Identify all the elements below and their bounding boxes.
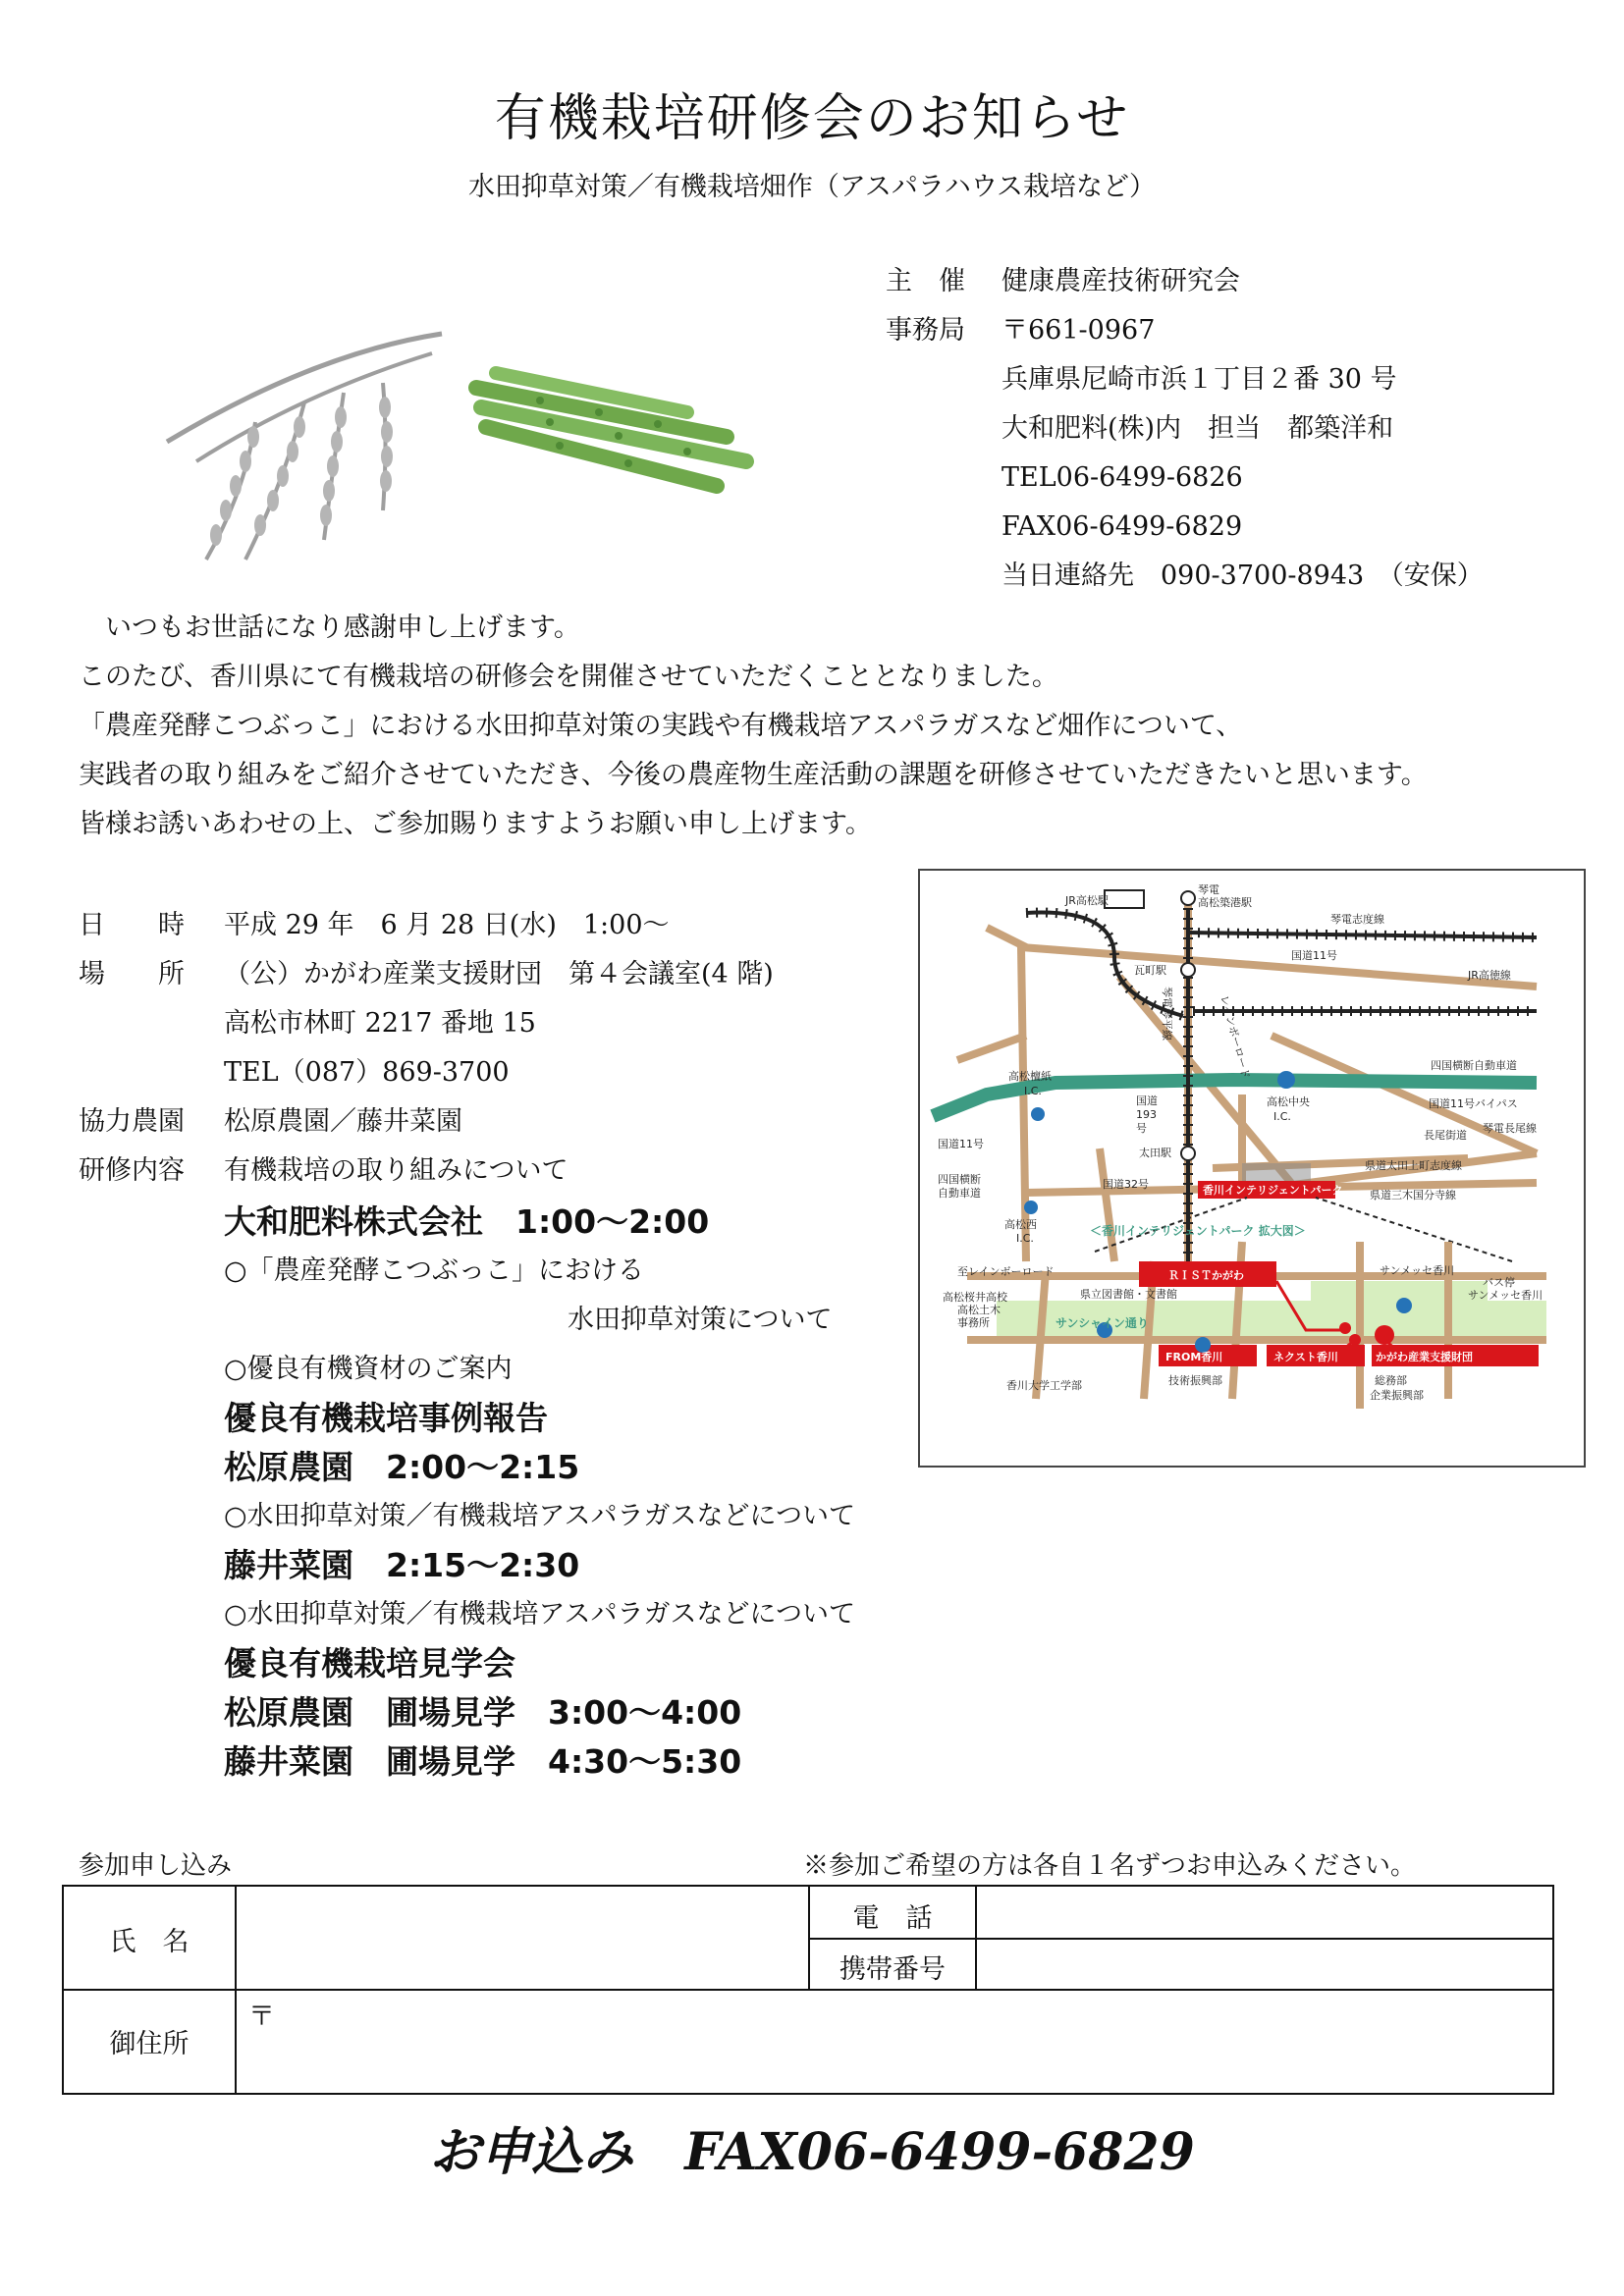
map-label-sunshine: サンシャイン通り <box>1056 1316 1149 1330</box>
map-label: 香川大学工学部 <box>1006 1379 1082 1392</box>
map-label: 高松桜井高校 <box>943 1291 1007 1304</box>
schedule-block <box>0 901 903 1785</box>
place-value: （公）かがわ産業支援財団 第４会議室(4 階) <box>224 959 774 989</box>
map-label: 琴電志度線 <box>1330 913 1384 926</box>
map-label: バス停 <box>1483 1276 1515 1289</box>
intro-line: このたび、香川県にて有機栽培の研修会を開催させていただくこととなりました。 <box>79 662 1058 692</box>
map-label: 193 <box>1136 1108 1157 1121</box>
map-label: 高松土木 <box>957 1304 1001 1316</box>
fax-footer: お申込み FAX06-6499-6829 <box>429 2122 1195 2182</box>
map-label: 国道 <box>1136 1095 1158 1107</box>
content-label: 研修内容 <box>79 1155 185 1186</box>
form-heading: 参加申し込み <box>79 1851 233 1881</box>
intro-line: 「農産発酵こつぶっこ」における水田抑草対策の実践や有機栽培アスパラガスなど畑作について、 <box>79 711 1243 741</box>
map-label: 高松中央 <box>1267 1095 1310 1108</box>
mobile-label: 携帯番号 <box>839 1954 946 1985</box>
page-subtitle: 水田抑草対策／有機栽培畑作（アスパラハウス栽培など） <box>467 172 1157 202</box>
map-label: 国道11号 <box>938 1138 984 1150</box>
kagawa-marker <box>1375 1325 1394 1345</box>
map-label: 瓦町駅 <box>1134 964 1166 977</box>
map-label: I.C. <box>1024 1085 1042 1097</box>
page-title: 有機栽培研修会のお知らせ <box>494 89 1130 148</box>
phone-field[interactable] <box>977 1889 1550 1938</box>
program-visit: 松原農園 圃場見学 3:00～4:00 <box>224 1693 742 1732</box>
office-postal: 〒661-0967 <box>1001 315 1156 346</box>
office-fax: FAX06-6499-6829 <box>1001 511 1243 542</box>
intro-line: 皆様お誘いあわせの上、ご参加賜りますようお願い申し上げます。 <box>79 809 872 839</box>
access-map <box>918 869 1586 1468</box>
map-label-from: FROM香川 <box>1165 1351 1223 1363</box>
kotoden-station-marker <box>1181 891 1195 905</box>
map-label: サンメッセ香川 <box>1468 1289 1543 1302</box>
place-label: 場 所 <box>79 959 185 989</box>
jr-station-marker <box>1105 890 1144 908</box>
map-label: JR高徳線 <box>1468 969 1511 982</box>
application-form <box>62 1885 1554 2095</box>
map-label-kagawa: かがわ産業支援財団 <box>1376 1351 1473 1363</box>
organizer-block <box>886 257 1484 601</box>
map-label-vertical: 琴電琴平線 <box>1161 987 1173 1041</box>
coop-value: 松原農園／藤井菜園 <box>224 1106 462 1137</box>
office-address: 兵庫県尼崎市浜１丁目２番 30 号 <box>1001 364 1397 395</box>
program-item: ○水田抑草対策／有機栽培アスパラガスなどについて <box>224 1599 855 1629</box>
map-label: 国道11号 <box>1291 949 1337 962</box>
map-label: 太田駅 <box>1139 1147 1171 1159</box>
chuo-ic-marker <box>1277 1071 1295 1089</box>
gocho-station-marker <box>1181 963 1195 977</box>
form-note: ※参加ご希望の方は各自１名ずつお申込みください。 <box>803 1851 1417 1881</box>
map-label: I.C. <box>1273 1110 1291 1123</box>
place-tel: TEL（087）869-3700 <box>224 1057 510 1088</box>
program-fujii: 藤井菜園 2:15～2:30 <box>224 1546 580 1584</box>
map-label: 号 <box>1136 1122 1147 1135</box>
program-heading: 優良有機栽培事例報告 <box>224 1399 548 1437</box>
host-value: 健康農産技術研究会 <box>1001 266 1240 296</box>
place-address: 高松市林町 2217 番地 15 <box>224 1008 536 1039</box>
date-label: 日 時 <box>79 910 185 940</box>
map-label: I.C. <box>1016 1232 1034 1245</box>
intro-line: 実践者の取り組みをご紹介させていただき、今後の農産物生産活動の課題を研修させていただきたいと思います。 <box>79 760 1428 790</box>
map-label: 長尾街道 <box>1424 1129 1467 1142</box>
map-label: 琴電長尾線 <box>1483 1122 1537 1135</box>
map-label: 企業振興部 <box>1370 1389 1424 1402</box>
program-item: ○「農産発酵こつぶっこ」における <box>224 1255 645 1286</box>
date-value: 平成 29 年 6 月 28 日(水) 1:00～ <box>224 910 670 940</box>
map-label-next: ネクスト香川 <box>1273 1351 1338 1363</box>
name-label: 氏 名 <box>109 1927 189 1957</box>
park-area <box>1242 1163 1311 1183</box>
map-label: 県道太田上町志度線 <box>1365 1159 1462 1172</box>
program-item: ○水田抑草対策／有機栽培アスパラガスなどについて <box>224 1501 855 1531</box>
office-label: 事務局 <box>886 315 965 346</box>
map-label: 高松築港駅 <box>1198 896 1252 909</box>
map-label: 自動車道 <box>938 1187 981 1200</box>
asparagus-icon <box>476 373 746 486</box>
intro-paragraph <box>79 604 1428 849</box>
sunmesse-marker <box>1396 1298 1412 1313</box>
mobile-field[interactable] <box>977 1940 1550 1989</box>
map-label: JR高松駅 <box>1065 894 1109 907</box>
map-label: サンメッセ香川 <box>1380 1264 1455 1277</box>
ota-station-marker <box>1181 1147 1195 1160</box>
program-visit: 藤井菜園 圃場見学 4:30～5:30 <box>224 1742 742 1781</box>
address-field[interactable] <box>237 1991 1550 2093</box>
rice-asparagus-illustration <box>137 314 785 589</box>
postal-mark: 〒 <box>248 2002 275 2032</box>
program-item: ○優良有機資材のご案内 <box>224 1354 513 1384</box>
program-heading: 優良有機栽培見学会 <box>224 1644 515 1682</box>
map-label: 事務所 <box>957 1316 990 1329</box>
rist-marker <box>1339 1322 1351 1334</box>
program-daiwa: 大和肥料株式会社 1:00～2:00 <box>224 1202 710 1241</box>
map-label: 琴電 <box>1198 883 1219 896</box>
content-value: 有機栽培の取り組みについて <box>224 1155 568 1186</box>
map-label: 総務部 <box>1375 1374 1407 1387</box>
program-matsubara: 松原農園 2:00～2:15 <box>224 1448 580 1486</box>
office-contact: 当日連絡先 090-3700-8943 （安保） <box>1001 561 1484 591</box>
office-company: 大和肥料(株)内 担当 都築洋和 <box>1001 413 1394 444</box>
map-label-intelligent: 香川インテリジェントパーク <box>1203 1184 1343 1197</box>
phone-label: 電 話 <box>852 1903 933 1934</box>
map-label: 技術振興部 <box>1168 1374 1222 1387</box>
map-label: 国道11号バイパス <box>1429 1097 1518 1110</box>
office-tel: TEL06-6499-6826 <box>1001 462 1243 493</box>
map-zoom-title: ＜香川インテリジェントパーク 拡大図＞ <box>1090 1224 1306 1238</box>
address-label: 御住所 <box>109 2029 189 2059</box>
name-field[interactable] <box>237 1889 806 1987</box>
map-label: 四国横断 <box>938 1173 981 1186</box>
rice-plant-icon <box>167 334 442 560</box>
program-item: 水田抑草対策について <box>568 1305 833 1335</box>
host-label: 主 催 <box>886 266 965 296</box>
map-label-vertical: レインボーロード <box>1218 993 1253 1081</box>
map-label: 県立図書館・文書館 <box>1080 1288 1177 1301</box>
map-label: 高松檀紙 <box>1008 1070 1052 1083</box>
map-label: 県道三木国分寺線 <box>1370 1189 1456 1201</box>
map-label: 四国横断自動車道 <box>1431 1059 1517 1072</box>
map-label-rist: ＲＩＳＴかがわ <box>1168 1269 1244 1282</box>
coop-label: 協力農園 <box>79 1106 185 1137</box>
danshi-ic-marker <box>1031 1107 1045 1121</box>
map-label: 高松西 <box>1004 1218 1037 1231</box>
intro-line: いつもお世話になり感謝申し上げます。 <box>79 613 580 643</box>
map-label: 至レインボーロード <box>957 1265 1055 1278</box>
map-label: 国道32号 <box>1103 1178 1149 1191</box>
nishi-ic-marker <box>1024 1201 1038 1214</box>
